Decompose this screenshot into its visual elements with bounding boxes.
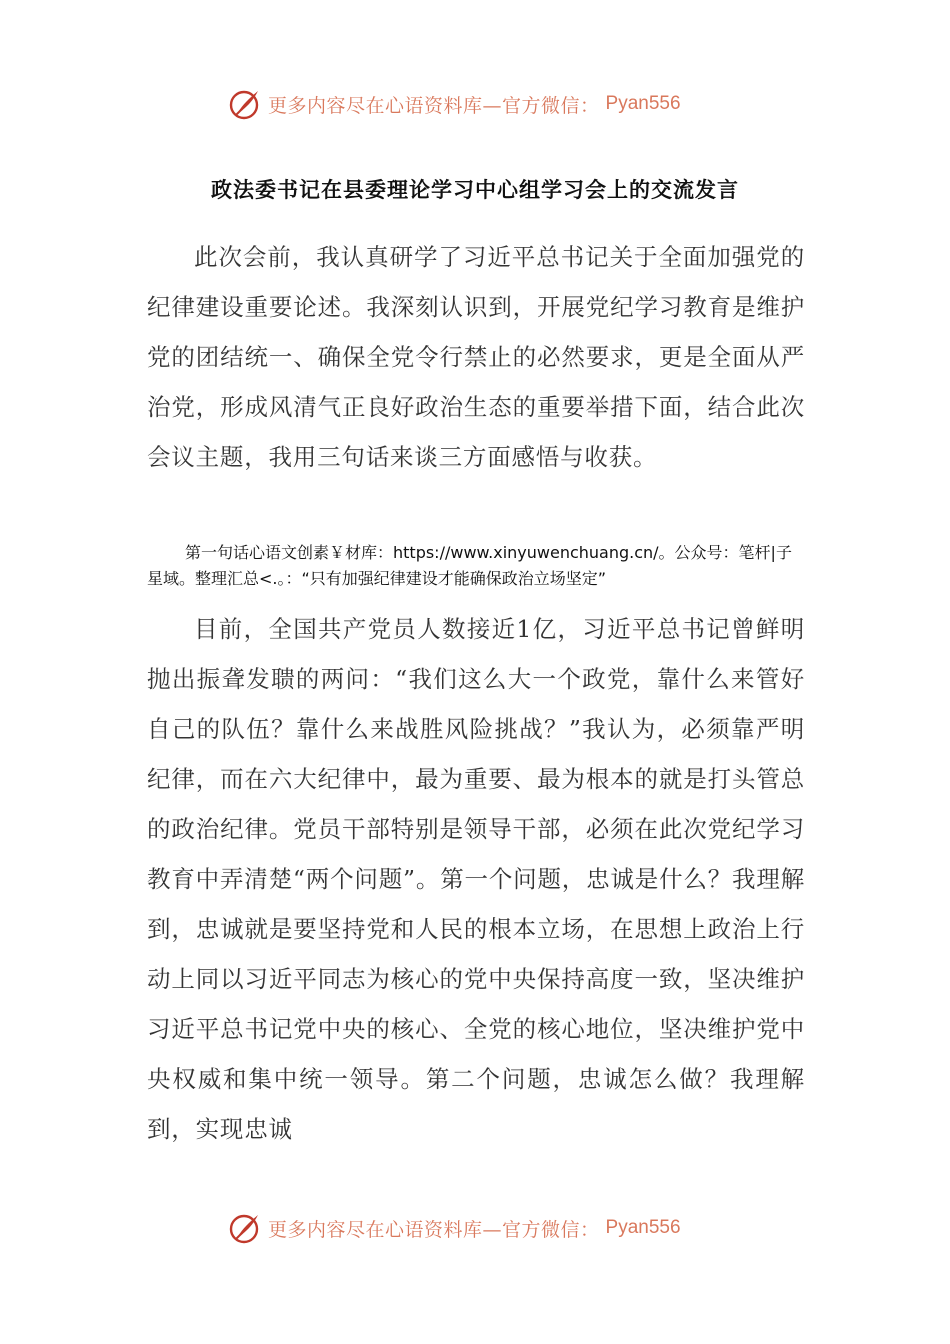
- header-banner: [228, 84, 748, 124]
- banner-contact: Pyan556: [605, 93, 681, 114]
- section-heading: 第一句话心语文创素￥材库：https://www.xinyuwenchuang.cn/。公众号：笔杆|子星域。整理汇总<.。：“只有加强纪律建设才能确保政治立场坚定”: [147, 543, 792, 588]
- body-paragraph-2: 目前，全国共产党员人数接近1亿，习近平总书记曾鲜明抛出振聋发聩的两问：“我们这么大一个政党，靠什么来管好自己的队伍？靠什么来战胜风险挑战？”我认为，必须靠严明纪律，而在六大纪律中，最为重要、最为根本的就是打头管总的政治纪律。党员干部特别是领导干部，必须在此次党纪学习教育中弄清楚“两个问题”。第一个问题，忠诚是什么？我理解到，忠诚就是要坚持党和人民的根本立场，在思想上政治上行动上同以习近平同志为核心的党中央保持高度一致，坚决维护习近平总书记党中央的核心、全党的核心地位，坚决维护党中央权威和集中统一领导。第二个问题，忠诚怎么做？我理解到，实现忠诚: [147, 615, 805, 1143]
- body-paragraph-1: 此次会前，我认真研学了习近平总书记关于全面加强党的纪律建设重要论述。我深刻认识到，开展党纪学习教育是维护党的团结统一、确保全党令行禁止的必然要求，更是全面从严治党，形成风清气正良好政治生态的重要举措下面，结合此次会议主题，我用三句话来谈三方面感悟与收获。: [147, 243, 805, 471]
- document-title: 政法委书记在县委理论学习中心组学习会上的交流发言: [211, 177, 739, 202]
- quill-pen-logo-icon: [228, 87, 262, 121]
- footer-banner: [228, 1208, 748, 1248]
- quill-pen-logo-icon: [228, 1211, 262, 1245]
- banner-text: 更多内容尽在心语资料库—官方微信：: [268, 1218, 600, 1241]
- banner-text: 更多内容尽在心语资料库—官方微信：: [268, 94, 600, 117]
- banner-contact: Pyan556: [605, 1217, 681, 1238]
